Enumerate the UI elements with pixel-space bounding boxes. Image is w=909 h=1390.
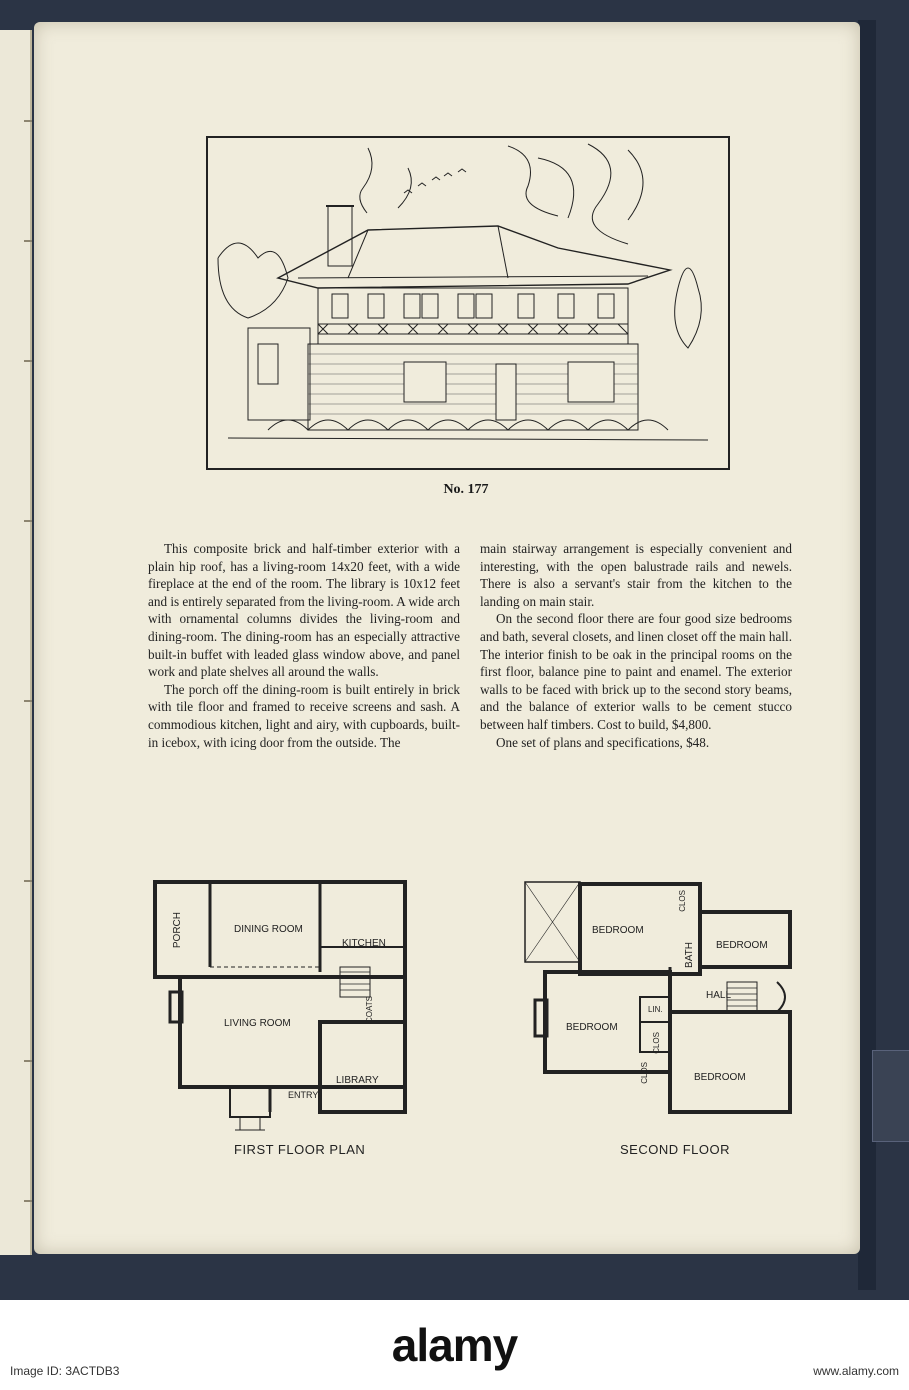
room-label: ENTRY [288, 1090, 319, 1100]
paragraph: main stairway arrangement is especially convenient and interesting, with the open balustrade rails and newels. There is also a servant's stair from the kitchen to the landing on main stair. [480, 541, 792, 609]
room-label: BEDROOM [716, 940, 768, 951]
room-label: CLOS [678, 890, 687, 912]
house-sketch-svg [208, 138, 728, 468]
alamy-logo: alamy [391, 1319, 518, 1371]
room-label: COATS [365, 996, 374, 1023]
room-label: LIVING ROOM [224, 1018, 291, 1029]
room-label: CLOS [640, 1062, 649, 1084]
room-label: CLOS [652, 1032, 661, 1054]
first-floor-plan-title: FIRST FLOOR PLAN [234, 1142, 366, 1157]
paragraph: On the second floor there are four good size bedrooms and bath, several closets, and linen closet off the main hall. The interior finish to be oak in the principal rooms on the first floor, balance pine to paint and enamel. The exterior walls to be faced with brick up to the second story beams, and the balance of exterior walls to be cement stucco between half timbers. Cost to build, $4,800. [480, 611, 792, 732]
paragraph: One set of plans and specifications, $48. [496, 734, 710, 750]
second-floor-plan-title: SECOND FLOOR [620, 1142, 731, 1157]
first-floor-plan-drawing [150, 872, 420, 1132]
plan-number-caption: No. 177 [443, 482, 489, 497]
paragraph: This composite brick and half-timber exterior with a plain hip roof, has a living-room 14x20 feet, with a wide fireplace at the end of the room. The library is 10x12 feet and is entirely separated from the living-room. A wide arch with ornamental columns divides the living-room and dining-room. The dining-room has an especially attractive built-in buffet with leaded glass window above, and panel work and plate shelves all around the walls. [148, 541, 461, 680]
room-label: BEDROOM [592, 925, 644, 936]
facing-page-edge [0, 30, 32, 1255]
room-label: HALL [706, 990, 732, 1001]
room-label: DINING ROOM [234, 924, 303, 935]
room-label: BEDROOM [566, 1022, 618, 1033]
house-illustration [206, 136, 730, 470]
room-label: PORCH [172, 912, 183, 949]
second-floor-plan-drawing [515, 872, 805, 1127]
room-label: BATH [684, 942, 695, 968]
room-label: LIBRARY [336, 1075, 379, 1086]
paragraph: The porch off the dining-room is built entirely in brick with tile floor and framed to receive screens and sash. A commodious kitchen, light and airy, with cupboards, built-in icebox, with icing door from the outside. The [148, 681, 460, 750]
body-text-left-column [148, 540, 460, 751]
page-clip [872, 1050, 909, 1142]
body-text-right-column [480, 540, 792, 751]
site-url: www.alamy.com [813, 1364, 899, 1378]
room-label: LIN. [648, 1005, 663, 1014]
image-id: Image ID: 3ACTDB3 [10, 1364, 120, 1378]
room-label: BEDROOM [694, 1072, 746, 1083]
room-label: KITCHEN [342, 938, 386, 949]
